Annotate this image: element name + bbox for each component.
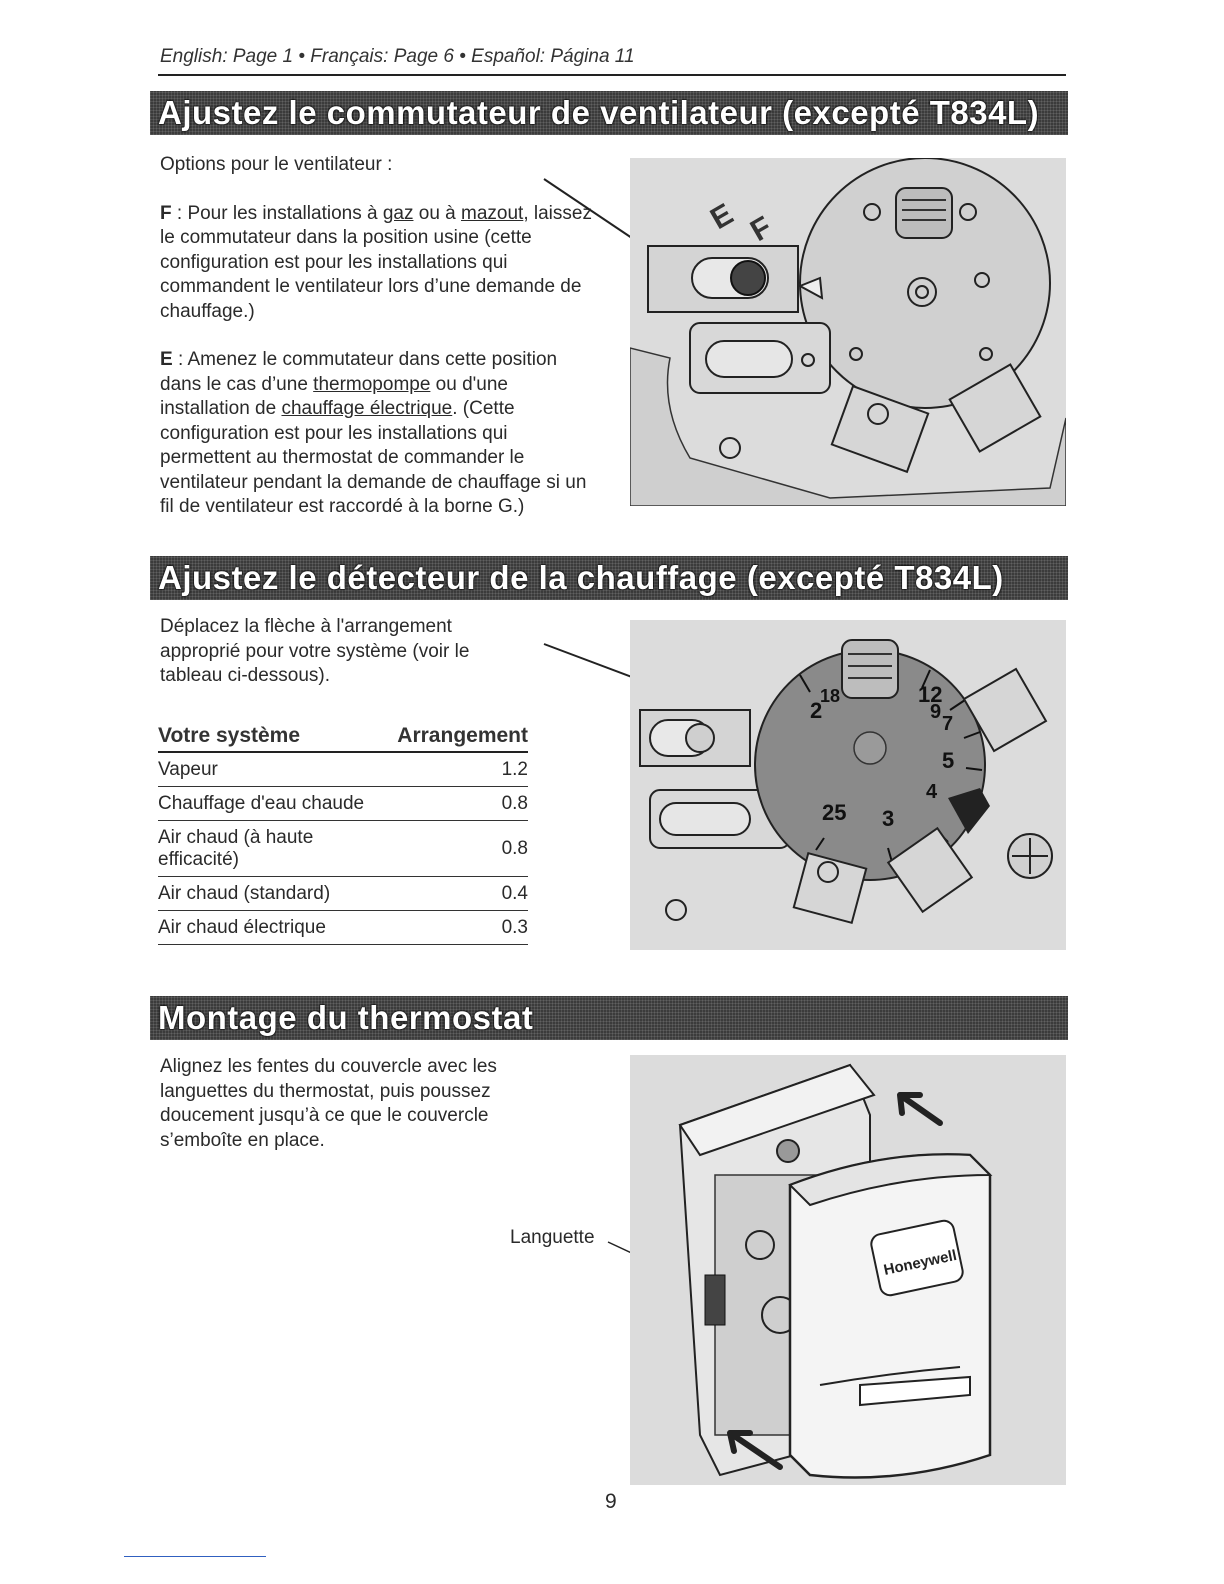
anticipator-settings-table	[158, 722, 528, 945]
page-number: 9	[605, 1490, 617, 1513]
dial-label-25: 25	[822, 800, 847, 825]
header-divider	[158, 74, 1066, 76]
setting-cell: 0.4	[397, 877, 528, 911]
honeywell-brand: Honeywell	[882, 1246, 959, 1279]
dial-label-9: 9	[930, 701, 942, 723]
table-row	[158, 911, 528, 945]
fan-switch-figure	[630, 158, 1066, 506]
chauffage-electrique-term: chauffage électrique	[281, 398, 453, 419]
fan-option-e	[160, 348, 600, 520]
fan-options-intro: Options pour le ventilateur :	[160, 154, 393, 175]
setting-cell: 0.8	[397, 821, 528, 877]
table-row	[158, 877, 528, 911]
setting-cell: 1.2	[397, 752, 528, 787]
fan-option-e-key: E	[160, 349, 173, 370]
dial-label-4: 4	[926, 781, 938, 803]
table-header-row	[158, 722, 528, 752]
dial-label-18: 18	[820, 686, 841, 706]
heat-anticipator-figure	[630, 620, 1066, 950]
fan-option-f-text-2: ou à	[413, 202, 462, 224]
dial-label-12: 12	[918, 682, 943, 707]
system-cell: Vapeur	[158, 752, 397, 787]
section-fan-switch-header	[150, 91, 1068, 135]
fan-option-f-text-1: : Pour les installations à	[171, 202, 383, 224]
dial-label-7: 7	[942, 713, 954, 735]
gaz-term: gaz	[382, 202, 414, 224]
language-navigation: English: Page 1 • Français: Page 6 • Español: Página 11	[160, 46, 635, 67]
thermopompe-term: thermopompe	[313, 373, 431, 395]
section-mounting-title: Montage du thermostat	[158, 999, 534, 1036]
footer-rule	[124, 1556, 266, 1557]
dial-label-5: 5	[942, 748, 955, 773]
mazout-term: mazout	[461, 202, 524, 224]
table-row	[158, 752, 528, 787]
mounting-instructions: Alignez les fentes du couvercle avec les languettes du thermostat, puis poussez doucement jusqu’à ce que le couvercle s’emboîte en place.	[160, 1056, 497, 1151]
dial-label-3: 3	[882, 806, 895, 831]
fan-switch-knob	[731, 261, 765, 295]
setting-cell: 0.3	[397, 911, 528, 945]
thermostat-mounting-figure	[630, 1055, 1066, 1485]
table-row	[158, 787, 528, 821]
fan-option-e-text-2: ou d'une installation de	[160, 373, 508, 419]
fan-option-e-text-1: : Amenez le commutateur dans cette position dans le cas d’une	[160, 349, 558, 395]
dial-label-2: 2	[810, 698, 823, 723]
section-heat-anticipator-header	[150, 556, 1068, 600]
system-cell: Air chaud (à haute efficacité)	[158, 821, 397, 877]
column-header-setting: Arrangement	[397, 722, 528, 752]
section-fan-switch-title: Ajustez le commutateur de ventilateur (excepté T834L)	[158, 94, 1040, 131]
section-heat-anticipator-title: Ajustez le détecteur de la chauffage (excepté T834L)	[158, 559, 1004, 596]
fan-letter-f: F	[745, 210, 778, 249]
fan-option-f-key: F	[160, 202, 172, 224]
column-header-system: Votre système	[158, 722, 397, 752]
section-mounting-header	[150, 996, 1068, 1040]
fan-option-f-text-3: , laissez le commutateur dans la position usine (cette configuration est pour les installations qui commandent le ventilateur lors d’une demande de chauffage.)	[160, 202, 592, 322]
fan-option-e-text-3: . (Cette configuration est pour les installations qui permettent au thermostat de commander le ventilateur pendant la demande de chauffage si un fil de ventilateur est raccordé à la borne G.)	[160, 398, 587, 517]
system-cell: Air chaud (standard)	[158, 877, 397, 911]
anticipator-intro: Déplacez la flèche à l'arrangement approprié pour votre système (voir le tableau ci-dessous).	[160, 616, 470, 686]
system-cell: Chauffage d'eau chaude	[158, 787, 397, 821]
table-row	[158, 821, 528, 877]
fan-option-f	[160, 202, 600, 325]
setting-cell: 0.8	[397, 787, 528, 821]
system-cell: Air chaud électrique	[158, 911, 397, 945]
fan-letter-e: E	[705, 197, 739, 237]
languette-callout: Languette	[510, 1227, 595, 1248]
fan-options-text	[160, 153, 600, 544]
